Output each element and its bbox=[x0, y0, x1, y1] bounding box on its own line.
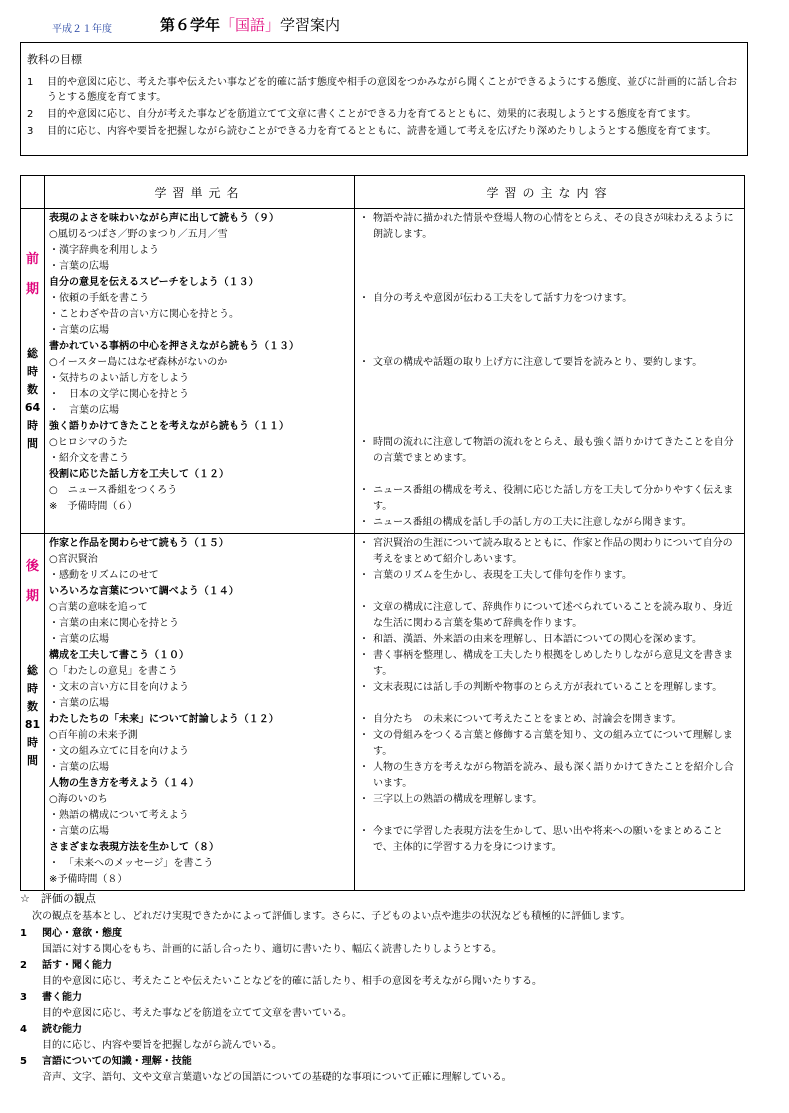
goal-item: 2 目的や意図に応じ、自分が考えた事などを筋道立てて文章に書くことができる力を育てるとともに、効果的に表現しようとする態度を育てます。 bbox=[27, 109, 697, 120]
goals-title: 教科の目標 bbox=[27, 53, 82, 66]
content-item: ・ 宮沢賢治の生涯について読み取るとともに、作家と作品の関わりについて自分の考えをまとめて紹介しあいます。 bbox=[359, 538, 733, 565]
unit-title: いろいろな言葉について調べよう（１４） bbox=[49, 586, 239, 597]
content-item: ・ 文の骨組みをつくる言葉と修飾する言葉を知り、文の組み立てについて理解します。 bbox=[359, 730, 733, 757]
unit-title: 構成を工夫して書こう（１０） bbox=[49, 650, 189, 661]
second-term-contents bbox=[355, 534, 745, 891]
second-term-units: 作家と作品を関わらせて読もう（１５） ○宮沢賢治 ・感動をリズムにのせて いろいろな言葉について調べよう（１４） ○言葉の意味を追って ・言葉の由来に関心を持とう ・言葉の広場 構成を工夫して書こう（１０） ○「わたしの意見」を書こう ・文末の言い方に目を向けよう ・言葉の広場 わたしたちの「未来」について討論しよう（１２） ○百年前の未来予測 ・文の組み立てに目を向けよう ・言葉の広場 人物の生き方を考えよう（１４） ○海のいのち ・熟語の構成について考えよう ・言葉の広場 さまざまな表現方法を生かして（８） ・ 「未来へのメッセージ」を書こう ※予備時間（８） bbox=[45, 534, 355, 891]
content-item: ・ ニュース番組の構成を話し手の話し方の工夫に注意しながら聞きます。 bbox=[359, 517, 692, 528]
content-item: ・ 三字以上の熟語の構成を理解します。 bbox=[359, 794, 543, 805]
unit-title: 表現のよさを味わいながら声に出して読もう（９） bbox=[49, 213, 279, 224]
evaluation-item: 3 書く能力 目的や意図に応じ、考えた事などを筋道を立てて文章を書いている。 bbox=[20, 992, 352, 1019]
unit-title: 人物の生き方を考えよう（１４） bbox=[49, 778, 199, 789]
content-item: ・ 自分の考えや意図が伝わる工夫をして話す力をつけます。 bbox=[359, 293, 633, 304]
evaluation-intro: 次の観点を基本とし、どれだけ実現できたかによって評価します。さらに、子どものよい点や進歩の状況なども積極的に評価します。 bbox=[32, 911, 631, 922]
evaluation-item: 4 読む能力 目的に応じ、内容や要旨を把握しながら読んでいる。 bbox=[20, 1024, 282, 1051]
first-term-row bbox=[21, 209, 745, 534]
evaluation-section bbox=[20, 890, 760, 1086]
content-item: ・ 文章の構成に注意して、辞典作りについて述べられていることを読み取り、身近な生活に関わる言葉を集めて辞典を作ります。 bbox=[359, 602, 733, 629]
unit-title: 作家と作品を関わらせて読もう（１５） bbox=[49, 538, 229, 549]
unit-title: 書かれている事柄の中心を押さえながら読もう（１３） bbox=[49, 341, 299, 352]
second-term-label: 後 期 総 時 数 81 時 間 bbox=[21, 534, 45, 891]
grade-label: 第６学年 bbox=[160, 16, 221, 34]
unit-title: わたしたちの「未来」について討論しよう（１２） bbox=[49, 714, 279, 725]
content-item: ・ 言葉のリズムを生かし、表現を工夫して俳句を作ります。 bbox=[359, 570, 632, 581]
evaluation-item: 5 言語についての知識・理解・技能 音声、文字、語句、文や文章言葉遣いなどの国語についての基礎的な事項について正確に理解している。 bbox=[20, 1056, 512, 1083]
content-item: ・ 文末表現には話し手の判断や物事のとらえ方が表れていることを理解します。 bbox=[359, 682, 723, 693]
curriculum-table bbox=[20, 175, 745, 891]
subject-goals-box bbox=[20, 42, 748, 156]
school-year: 平成２１年度 bbox=[52, 24, 112, 35]
subject-label: 「国語」 bbox=[220, 16, 281, 34]
second-term-row bbox=[21, 534, 745, 891]
content-item: ・ 書く事柄を整理し、構成を工夫したり根拠をしめしたりしながら意見文を書きます。 bbox=[359, 650, 733, 677]
evaluation-item: 1 関心・意欲・態度 国語に対する関心をもち、計画的に話し合ったり、適切に書いたり、幅広く読書したりしようとする。 bbox=[20, 928, 502, 955]
content-item: ・ 物語や詩に描かれた情景や登場人物の心情をとらえ、その良さが味わえるように朗読します。 bbox=[359, 213, 734, 240]
unit-title: 役割に応じた話し方を工夫して（１２） bbox=[49, 469, 229, 480]
unit-name-header: 学習単元名 bbox=[45, 176, 355, 209]
first-term-units: 表現のよさを味わいながら声に出して読もう（９） ○風切るつばさ／野のまつり／五月／雪 ・漢字辞典を利用しよう ・言葉の広場 自分の意見を伝えるスピーチをしよう（１３） ・依頼の手紙を書こう ・ことわざや昔の言い方に関心を持とう。 ・言葉の広場 書かれている事柄の中心を押さえながら読もう（１３） ○イースター島にはなぜ森林がないのか ・気持ちのよい話し方をしよう ・ 日本の文学に関心を持とう ・ 言葉の広場 強く語りかけてきたことを考えながら読もう（１１） ○ヒロシマのうた ・紹介文を書こう 役割に応じた話し方を工夫して（１２） ○ ニュース番組をつくろう ※ 予備時間（６） bbox=[45, 209, 355, 534]
guide-label: 学習案内 bbox=[280, 16, 341, 34]
content-item: ・ 今までに学習した表現方法を生かして、思い出や将来への願いをまとめることで、主体的に学習する力を身につけます。 bbox=[359, 826, 723, 853]
content-item: ・ 自分たち の未来について考えたことをまとめ、討論会を開きます。 bbox=[359, 714, 682, 725]
goal-item: 3 目的に応じ、内容や要旨を把握しながら読むことができる力を育てるとともに、読書を通して考えを広げたり深めたりしようとする態度を育てます。 bbox=[27, 126, 717, 137]
content-item: ・ 和語、漢語、外来語の由来を理解し、日本語についての関心を深めます。 bbox=[359, 634, 702, 645]
content-item: ・ 時間の流れに注意して物語の流れをとらえ、最も強く語りかけてきたことを自分の言葉でまとめます。 bbox=[359, 437, 734, 464]
table-header-row bbox=[21, 176, 745, 209]
content-header: 学習の主な内容 bbox=[355, 176, 745, 209]
page-title bbox=[160, 14, 340, 35]
unit-title: 自分の意見を伝えるスピーチをしよう（１３） bbox=[49, 277, 259, 288]
first-term-contents bbox=[355, 209, 745, 534]
content-item: ・ ニュース番組の構成を考え、役割に応じた話し方を工夫して分かりやすく伝えます。 bbox=[359, 485, 734, 512]
goal-item: 1 目的や意図に応じ、考えた事や伝えたい事などを的確に話す態度や相手の意図をつかみながら聞くことができるようにする態度、並びに計画的に話し合おうとする態度を育てます。 bbox=[27, 77, 737, 103]
unit-title: さまざまな表現方法を生かして（８） bbox=[49, 842, 219, 853]
first-term-label: 前 期 総 時 数 64 時 間 bbox=[21, 209, 45, 534]
evaluation-item: 2 話す・聞く能力 目的や意図に応じ、考えたことや伝えたいことなどを的確に話したり、相手の意図を考えながら聞いたりする。 bbox=[20, 960, 542, 987]
content-item: ・ 文章の構成や話題の取り上げ方に注意して要旨を読みとり、要約します。 bbox=[359, 357, 703, 368]
content-item: ・ 人物の生き方を考えながら物語を読み、最も深く語りかけてきたことを紹介し合います。 bbox=[359, 762, 734, 789]
unit-title: 強く語りかけてきたことを考えながら読もう（１１） bbox=[49, 421, 289, 432]
evaluation-title: ☆ 評価の観点 bbox=[20, 892, 96, 905]
